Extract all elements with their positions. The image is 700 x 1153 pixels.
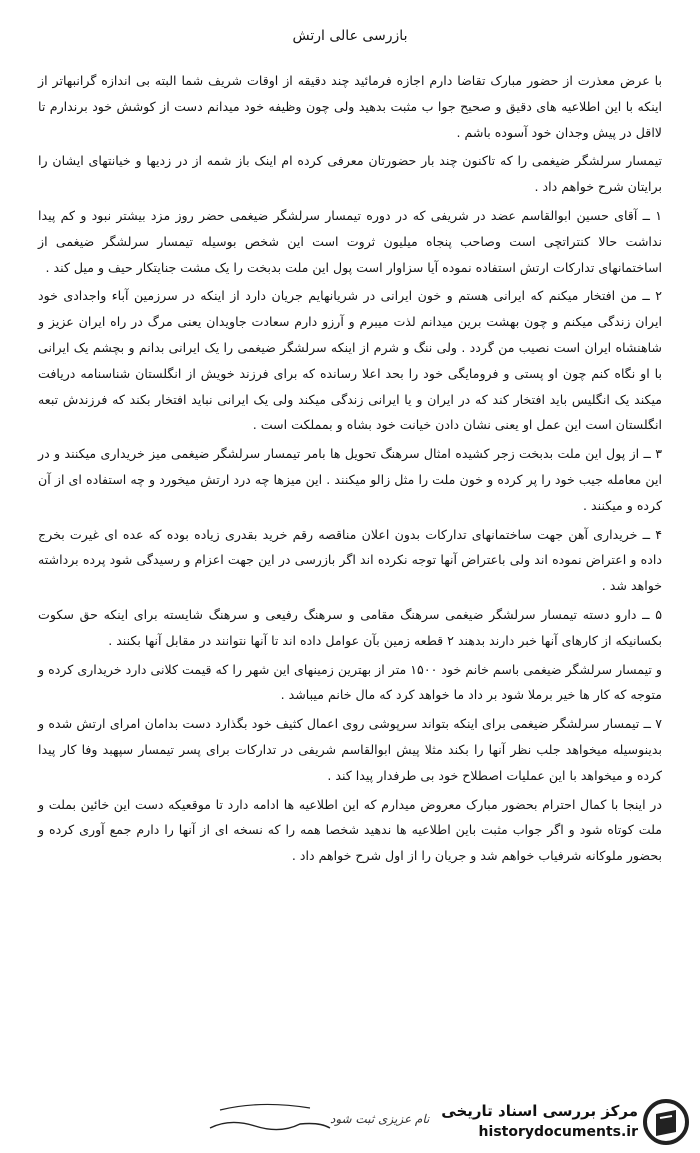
- document-body: [38, 68, 662, 872]
- archive-logo-icon: [642, 1098, 690, 1146]
- watermark-title: مرکز بررسی اسناد تاریخی: [441, 1102, 638, 1120]
- paragraph-item-6: و تیمسار سرلشگر ضیغمی باسم خانم خود ۱۵۰۰ متر از بهترین زمینهای این شهر را که قیمت کلانی دارد خریداری کرده و متوجه که کار ها خیر برملا شود بر داد ما خواهد کرد که مال خانم میباشد .: [38, 661, 662, 703]
- paragraph-2: تیمسار سرلشگر ضیغمی را که تاکنون چند بار حضورتان معرفی کرده ام اینک باز شمه از در زدیها و خیانتهای ایشان را برایتان شرح خواهم داد .: [38, 153, 662, 195]
- paragraph-intro: با عرض معذرت از حضور مبارک تقاضا دارم اجازه فرمائید چند دقیقه از اوقات شریف شما البته بی اندازه گرانبهاتر از اینکه با این اطلاعیه های دقیق و صحیح جوا ب مثبت بدهید ولی چون وظیفه خود میدانم دست از کوشش خود برندارم تا لااقل در پیش وجدان خود آسوده باشم .: [38, 73, 662, 140]
- paragraph-closing: در اینجا با کمال احترام بحضور مبارک معروض میدارم که این اطلاعیه ها ادامه دارد تا موقعیکه دست این خائین بملت و ملت کوتاه شود و اگر جواب مثبت باین اطلاعیه ها ندهید شخصا همه را که نسخه ای از آنها را دارم جمع آوری کرده و بحضور ملوکانه شرفیاب خواهم شد و جریان را از اول شرح خواهم داد .: [38, 796, 662, 864]
- paragraph-item-3: ۳ ــ از پول این ملت بدبخت زجر کشیده امثال سرهنگ تحویل ها بامر تیمسار سرلشگر ضیغمی میز خریداری میکنند و در این معامله جیب خود را پر کرده و خون ملت را مثل زالو میکنند . این میزها چه درد ارتش میخورد و چه استفاده ای از آن کرده و میکنند .: [38, 446, 662, 513]
- watermark-url: historydocuments.ir: [478, 1124, 638, 1140]
- paragraph-item-2: ۲ ــ من افتخار میکنم که ایرانی هستم و خون ایرانی در شریانهایم جریان دارد از اینکه در سرزمین آباء واجدادی خود ایران زندگی میکنم و چون بهشت برین میدانم لذت میبرم و آرزو دارم سعادت جاویدان یعنی مرگ در راه ایران عزیز و شاهنشاه ایران است نصیب من گردد . ولی ننگ و شرم از اینکه سرلشگر ضیغمی را یک ایرانی بدانم و بچشم یک ایرانی با او نگاه کنم چون او پستی و فرومایگی خود را بحد اعلا رسانده که برای فرزند خویش از انگلستان شناسنامه دریافت میکند یک انگلیس باید افتخار کند که در ایران و یا ایرانی زندگی میکند ولی یک ایرانی نباید افتخار بکند که فرزندش تبعه انگلستان است این عمل او یعنی نشان دادن خیانت خود بشاه و بمملکت است .: [38, 288, 662, 433]
- document-heading: بازرسی عالی ارتش: [292, 28, 408, 44]
- handwritten-note: نام عزیزی ثبت شود: [330, 1112, 430, 1126]
- paragraph-item-4: ۴ ــ خریداری آهن جهت ساختمانهای تدارکات بدون اعلان مناقصه رقم خرید بقدری زیاده بوده که عده ای غیرت بخرج داده و اعتراض نموده اند ولی باعتراض آنها توجه نکرده اند اگر بازرسی در این جهت اعزام و رسیدگی شود پرده برداشته خواهد شد .: [38, 526, 662, 594]
- paragraph-item-5: ۵ ــ دارو دسته تیمسار سرلشگر ضیغمی سرهنگ مقامی و سرهنگ رفیعی و سرهنگ شایسته برای اینکه حق سکوت بکسانیکه از کارهای آنها خبر دارند بدهند ۲ قطعه زمین بآن عوامل داده اند تا آنها نتوانند در مقابل آنها بکنند .: [38, 606, 662, 648]
- archive-watermark: [420, 1098, 696, 1148]
- paragraph-item-1: ۱ ــ آقای حسین ابوالقاسم عضد در شریفی که در دوره تیمسار سرلشگر ضیغمی حضر روز مزد بیشتر نبود و کم پیدا نداشت حالا کنتراتچی است وصاحب پنجاه میلیون ثروت است این شخص بوسیله تیمسار سرلشگر ضیغمی از اساختمانهای تدارکات ارتش استفاده نموده آیا سزاوار است پول این ملت بدبخت را یک مشت جنایتکار حیف و میل کند .: [38, 207, 662, 275]
- paragraph-item-7: ۷ ــ تیمسار سرلشگر ضیغمی برای اینکه بتواند سرپوشی روی اعمال کثیف خود بگذارد دست بدامان امرای ارتش شده و بدینوسیله میخواهد جلب نظر آنها را بکند مثلا پیش ابوالقاسم شریفی در تدارکات برای پسر تیمسار سپهبد وفا کار پیدا کرده و میخواهد با این عملیات اصطلاح خود بی طرفدار پیدا کند .: [38, 716, 662, 783]
